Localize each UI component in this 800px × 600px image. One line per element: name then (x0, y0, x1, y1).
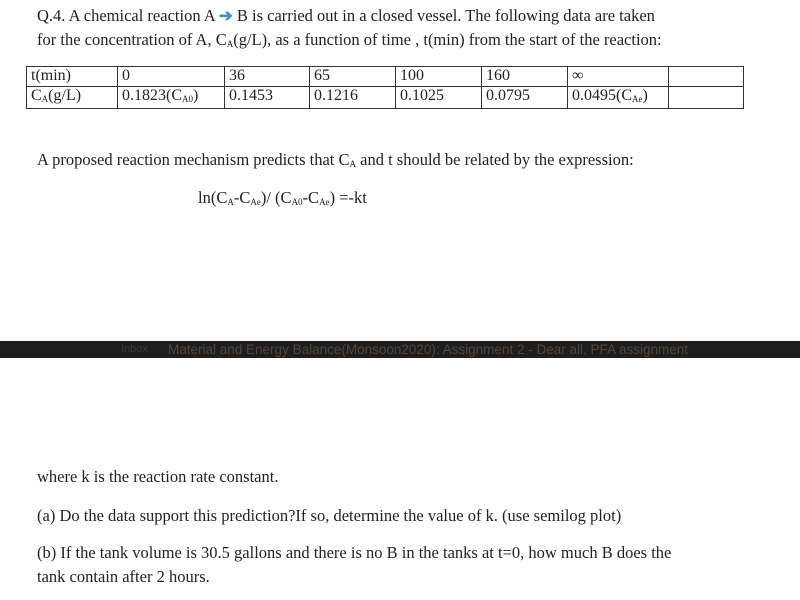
table-header-concentration (27, 87, 118, 109)
table-cell: 0.1216 (310, 87, 396, 109)
reaction-arrow-icon: ➔ (218, 6, 233, 25)
table-cell-blank (669, 67, 744, 87)
question-line-2-end: (g/L), as a function of time , t(min) from the start of the reaction: (233, 30, 662, 49)
mechanism-text-end: and t should be related by the expression: (356, 150, 634, 169)
subscript-a: A (349, 159, 357, 169)
table-cell: 65 (310, 67, 396, 87)
mechanism-text-start: A proposed reaction mechanism predicts that C (37, 150, 350, 169)
table-cell: 100 (396, 67, 482, 87)
subscript-a0: A0 (182, 94, 193, 104)
rate-equation (198, 188, 367, 208)
table-cell (568, 87, 669, 109)
eq-sub: Ae (250, 197, 261, 207)
eq-sub: Ae (319, 197, 330, 207)
mechanism-statement (37, 150, 634, 170)
subscript-a: A (41, 94, 49, 104)
equilibrium-value: 0.0495(C (572, 87, 632, 104)
eq-part: ) =-kt (329, 188, 367, 207)
email-subject[interactable]: Material and Energy Balance(Monsoon2020): Assignment 2 - Dear all, PFA assignment (168, 342, 689, 357)
question-text-end: B is carried out in a closed vessel. The following data are taken (236, 6, 655, 25)
table-cell: 36 (225, 67, 310, 87)
eq-sub: A0 (291, 197, 303, 207)
question-line-2 (37, 30, 662, 50)
table-header-time: t(min) (27, 67, 118, 87)
eq-part: )/ (C (260, 188, 292, 207)
table-cell: 0.1453 (225, 87, 310, 109)
question-text-start: Q.4. A chemical reaction A (37, 6, 215, 25)
eq-part: -C (233, 188, 251, 207)
subscript-ae: Ae (632, 94, 643, 104)
table-cell: 0 (118, 67, 225, 87)
table-cell: 160 (482, 67, 568, 87)
table-cell (118, 87, 225, 109)
table-cell: 0.0795 (482, 87, 568, 109)
paren-close: ) (193, 87, 199, 104)
part-b-question-line-1: (b) If the tank volume is 30.5 gallons and there is no B in the tanks at t=0, how much B does the (37, 543, 672, 562)
eq-part: ln(C (198, 188, 228, 207)
table-row-concentration (27, 87, 744, 109)
eq-sub: A (227, 197, 234, 207)
subscript-a: A (226, 39, 234, 49)
inbox-label: Inbox (121, 343, 148, 355)
part-a-question: (a) Do the data support this prediction?If so, determine the value of k. (use semilog plot) (37, 506, 622, 525)
initial-value: 0.1823(C (122, 87, 182, 104)
table-row-time (27, 67, 744, 87)
part-b-question-line-2: tank contain after 2 hours. (37, 567, 210, 586)
paren-close: ) (642, 87, 648, 104)
email-notification-bar[interactable] (0, 341, 800, 358)
table-cell: ∞ (568, 67, 669, 87)
question-line-2-text: for the concentration of A, C (37, 30, 227, 49)
rate-constant-note: where k is the reaction rate constant. (37, 467, 279, 486)
table-cell: 0.1025 (396, 87, 482, 109)
ca-symbol: C (31, 87, 42, 104)
concentration-table (26, 66, 744, 109)
ca-unit: (g/L) (48, 87, 82, 104)
question-line-1 (37, 6, 655, 26)
table-cell-blank (669, 87, 744, 109)
eq-part: -C (302, 188, 320, 207)
